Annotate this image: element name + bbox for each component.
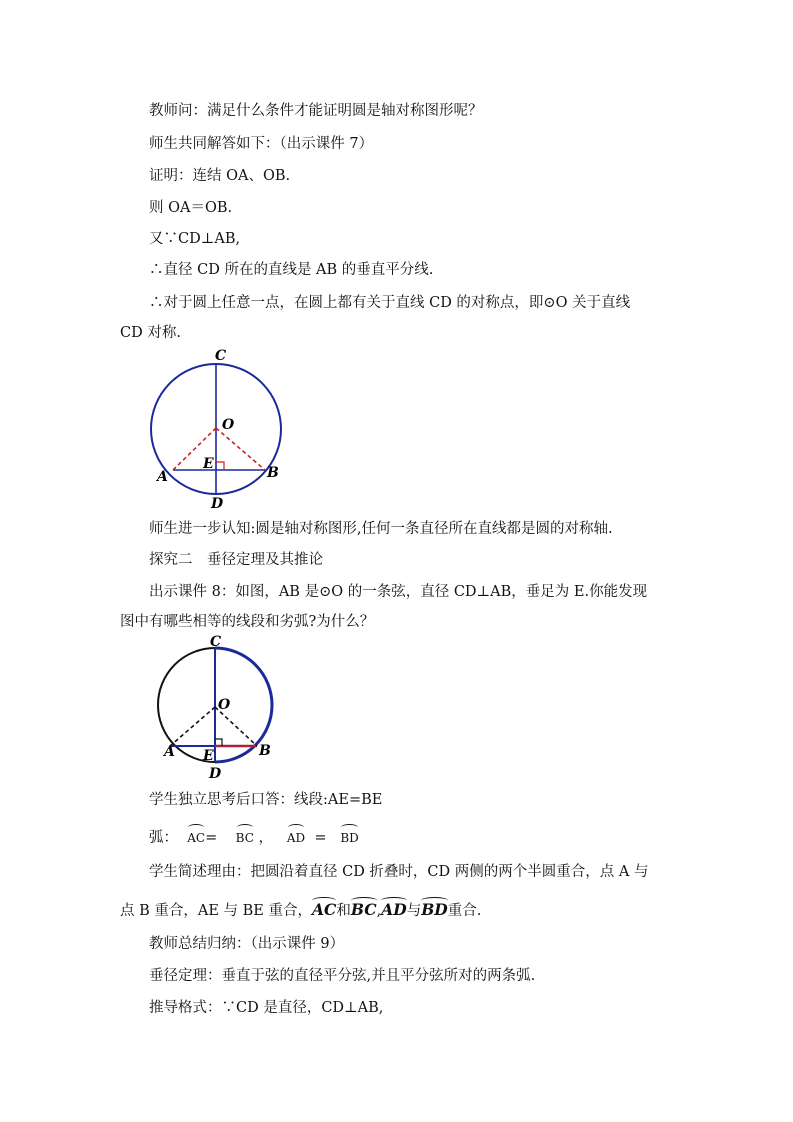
arc-eq-2: = <box>314 830 327 846</box>
reason-comma: , <box>376 903 382 919</box>
text-line-6: ∴直径 CD 所在的直线是 AB 的垂直平分线. <box>149 262 434 278</box>
arc-bd-label: BD <box>340 828 358 848</box>
fig1-label-d: D <box>211 496 224 512</box>
arc-ac-label: AC <box>187 828 205 848</box>
reason-prefix: 点 B 重合，AE 与 BE 重合， <box>120 903 312 919</box>
fig1-label-b: B <box>267 465 279 481</box>
text-line-13b <box>120 900 481 921</box>
reason-with: 与 <box>406 903 422 919</box>
fig1-label-e: E <box>203 456 214 472</box>
text-line-13a: 学生简述理由：把圆沿着直径 CD 折叠时，CD 两侧的两个半圆重合，点 A 与 <box>149 864 649 880</box>
arc-line-prefix: 弧： <box>149 830 178 846</box>
fig1-right-angle-mark <box>216 462 224 470</box>
text-line-9: 探究二 垂径定理及其推论 <box>149 552 323 568</box>
fig2-label-e: E <box>203 748 214 764</box>
text-line-16: 推导格式：∵CD 是直径，CD⊥AB, <box>149 1000 384 1016</box>
fig2-dashed-oa <box>170 707 215 746</box>
reason-arc-bd: BD <box>421 900 448 919</box>
text-line-15: 垂径定理：垂直于弦的直径平分弦,并且平分弦所对的两条弧. <box>149 968 536 984</box>
text-line-1: 教师问：满足什么条件才能证明圆是轴对称图形呢？ <box>149 103 483 119</box>
fig2-label-c: C <box>210 634 222 650</box>
fig1-dashed-ob <box>216 428 265 470</box>
reason-arc-ad: AD <box>381 900 407 919</box>
reason-and: 和 <box>336 903 351 919</box>
figure-2-circle-diagram <box>150 633 290 783</box>
fig1-label-c: C <box>215 348 227 364</box>
text-line-5: 又∵CD⊥AB, <box>149 231 241 247</box>
reason-arc-bc: BC <box>350 900 377 919</box>
fig2-label-a: A <box>164 744 175 760</box>
figure-1-circle-diagram <box>145 340 295 515</box>
text-line-2: 师生共同解答如下：（出示课件 7） <box>149 136 374 152</box>
text-line-4: 则 OA＝OB. <box>149 200 233 216</box>
reason-suffix: 重合. <box>447 903 482 919</box>
fig1-label-a: A <box>157 469 168 485</box>
text-line-3: 证明：连结 OA、OB. <box>149 168 291 184</box>
text-line-10a: 出示课件 8：如图，AB 是⊙O 的一条弦，直径 CD⊥AB，垂足为 E.你能发现 <box>149 584 648 600</box>
arc-eq-1: = <box>205 830 218 846</box>
arc-bc-label: BC <box>236 828 254 848</box>
arc-ad-label: AD <box>287 828 305 848</box>
fig2-label-o: O <box>218 697 231 713</box>
text-line-11: 学生独立思考后口答：线段:AE=BE <box>149 792 383 808</box>
text-line-8: 师生进一步认知:圆是轴对称图形,任何一条直径所在直线都是圆的对称轴. <box>149 521 613 537</box>
arc-sep: ， <box>258 830 274 846</box>
text-line-10b: 图中有哪些相等的线段和劣弧?为什么？ <box>120 614 375 630</box>
text-line-7a: ∴对于圆上任意一点，在圆上都有关于直线 CD 的对称点，即⊙O 关于直线 <box>149 295 631 311</box>
fig2-label-d: D <box>209 766 222 782</box>
fig2-label-b: B <box>259 743 271 759</box>
reason-arc-ac: AC <box>312 900 337 919</box>
text-line-14: 教师总结归纳：（出示课件 9） <box>149 936 345 952</box>
text-line-7b: CD 对称. <box>120 325 181 341</box>
fig1-label-o: O <box>222 417 235 433</box>
text-line-12-arcs <box>149 828 359 848</box>
